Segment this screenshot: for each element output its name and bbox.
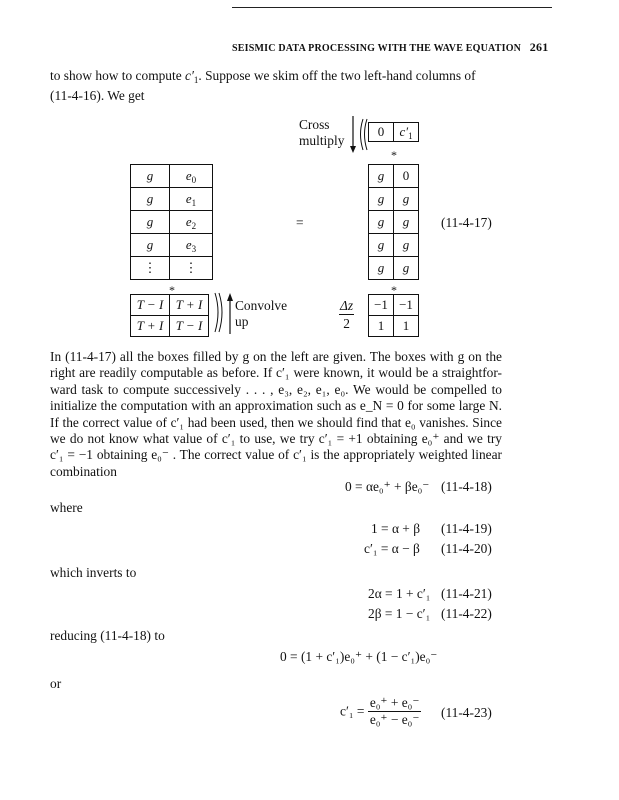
intro-line-1: to show how to compute $c'_1$. Suppose we skim off the two left-hand columns of bbox=[50, 68, 476, 85]
eq-11-4-18: 0 = αe₀⁺ + βe₀⁻ bbox=[345, 479, 430, 494]
star-mark-right: * bbox=[391, 283, 397, 297]
right-row: g g bbox=[369, 234, 419, 257]
left-row: g $e_3$ bbox=[131, 234, 213, 257]
right-row: g g bbox=[369, 188, 419, 211]
running-header bbox=[232, 40, 548, 55]
running-title: SEISMIC DATA PROCESSING WITH THE WAVE EQUATION bbox=[232, 43, 522, 54]
right-row: g g bbox=[369, 211, 419, 234]
star-mark-top: * bbox=[391, 148, 397, 162]
right-g-grid bbox=[368, 164, 419, 280]
reducing-text: reducing (11-4-18) to bbox=[50, 628, 165, 643]
body-paragraph bbox=[50, 349, 502, 480]
intro-paragraph bbox=[50, 68, 502, 105]
star-mark-left: * bbox=[169, 283, 175, 297]
top-row-grid bbox=[368, 122, 419, 142]
left-row: g $e_1$ bbox=[131, 188, 213, 211]
top-rule bbox=[232, 7, 552, 8]
eq-number-11-4-19: (11-4-19) bbox=[441, 521, 492, 536]
body-line: combination bbox=[50, 463, 117, 479]
body-line: If the correct value of c′₁ had been used, then we should find that e₀ vanishes. Since bbox=[50, 414, 502, 430]
convolve-grid bbox=[130, 294, 209, 337]
convolve-row: T − I T + I bbox=[131, 295, 209, 316]
eq-number-11-4-23: (11-4-23) bbox=[441, 705, 492, 720]
left-row: g $e_0$ bbox=[131, 165, 213, 188]
delta-row: −1 −1 bbox=[369, 295, 419, 316]
where-text: where bbox=[50, 500, 83, 515]
eq-reduced: 0 = (1 + c′₁)e₀⁺ + (1 − c′₁)e₀⁻ bbox=[280, 649, 438, 664]
eq-11-4-23: c′₁ = $\frac{\text{e₀⁺ + e₀⁻}}{\text{e₀⁺ − e₀⁻}}$ bbox=[340, 695, 420, 727]
right-row: g 0 bbox=[369, 165, 419, 188]
body-line: right are readily computable as before. If c′₁ were known, it would be a straightfor- bbox=[50, 365, 502, 381]
eq-number-11-4-18: (11-4-18) bbox=[441, 479, 492, 494]
which-inverts-text: which inverts to bbox=[50, 565, 137, 580]
convolve-brace-icon bbox=[212, 290, 234, 336]
eq-11-4-23-fraction: $\frac{\text{e₀⁺ + e₀⁻}}{\text{e₀⁺ − e₀⁻}}$ bbox=[369, 695, 420, 727]
left-row: ⋮ ⋮ bbox=[131, 257, 213, 280]
eq-11-4-21: 2α = 1 + c′₁ bbox=[368, 586, 431, 601]
delta-z-over-2: Δz 2 bbox=[340, 298, 354, 331]
left-ge-grid bbox=[130, 164, 213, 280]
delta-grid bbox=[368, 294, 419, 337]
equals-sign: = bbox=[296, 215, 304, 230]
body-line: we do not know what value of c′₁ to use, we try c′₁ = +1 obtaining e₀⁺ and we try bbox=[50, 431, 502, 447]
or-text: or bbox=[50, 676, 62, 691]
body-line: ward task to compute successively . . . , e₃, e₂, e₁, e₀. We would be compelled to bbox=[50, 381, 502, 397]
convolve-up-label: Convolve up bbox=[235, 298, 288, 329]
body-line: c′₁ = −1 obtaining e₀⁻ . The correct value of c′₁ is the appropriately weighted linear bbox=[50, 447, 502, 463]
eq-number-11-4-22: (11-4-22) bbox=[441, 606, 492, 621]
intro-line-2: (11-4-16). We get bbox=[50, 88, 145, 104]
page-number: 261 bbox=[529, 40, 549, 54]
eq-number-11-4-21: (11-4-21) bbox=[441, 586, 492, 601]
top-cell-0: 0 bbox=[369, 123, 394, 142]
eq-number-11-4-17: (11-4-17) bbox=[441, 215, 492, 230]
eq-11-4-22: 2β = 1 − c′₁ bbox=[368, 606, 431, 621]
left-row: g $e_2$ bbox=[131, 211, 213, 234]
delta-row: 1 1 bbox=[369, 316, 419, 337]
right-row: g g bbox=[369, 257, 419, 280]
convolve-row: T + I T − I bbox=[131, 316, 209, 337]
body-line: initialize the computation with an approximation such as e_N = 0 for some large N. bbox=[50, 398, 502, 414]
eq-11-4-20: c′₁ = α − β bbox=[364, 541, 420, 556]
top-cell-c1: $c'_1$ bbox=[394, 123, 419, 142]
cross-multiply-label: Cross multiply bbox=[299, 117, 345, 148]
body-line: In (11-4-17) all the boxes filled by g on the left are given. The boxes with g on the bbox=[50, 349, 502, 364]
eq-11-4-19: 1 = α + β bbox=[371, 521, 421, 536]
eq-number-11-4-20: (11-4-20) bbox=[441, 541, 492, 556]
